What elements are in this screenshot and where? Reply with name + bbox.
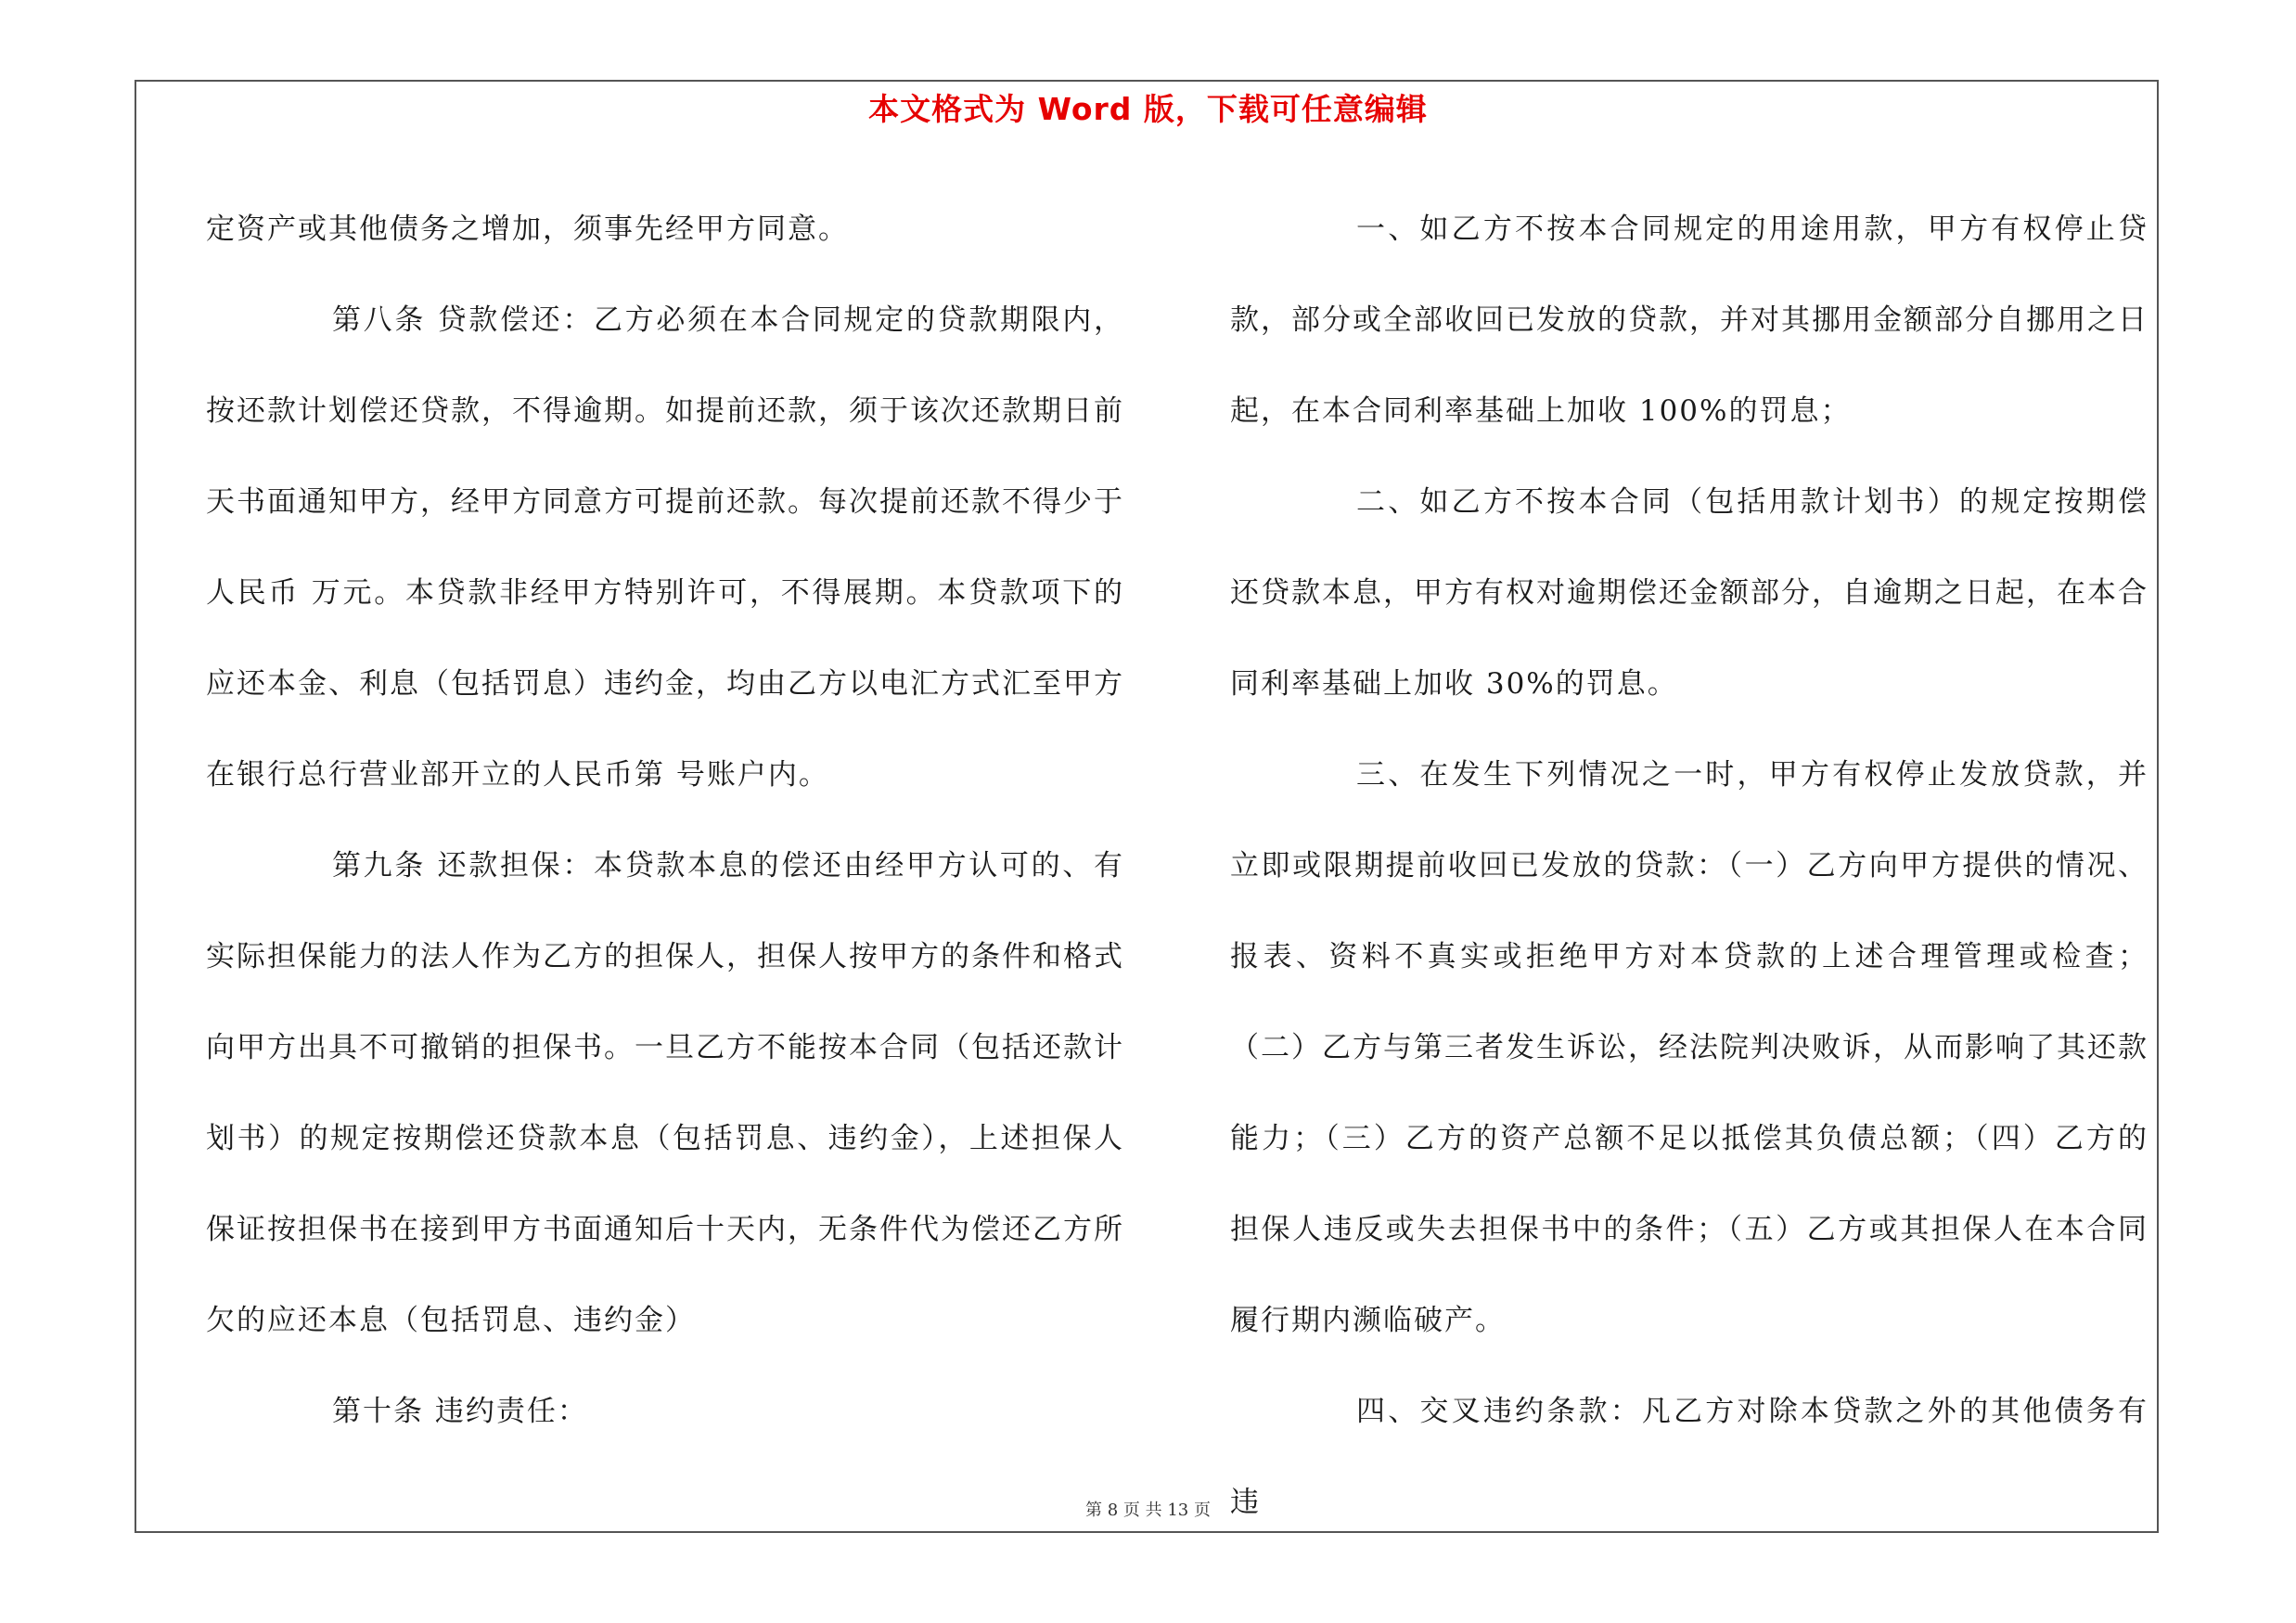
paragraph-continuation: 定资产或其他债务之增加，须事先经甲方同意。 bbox=[206, 213, 849, 246]
paragraph-clause-2: 二、如乙方不按本合同（包括用款计划书）的规定按期偿还贷款本息，甲方有权对逾期偿还金额部分，自逾期之日起，在本合同利率基础上加收 30%的罚息。 bbox=[1230, 485, 2148, 701]
left-column bbox=[206, 184, 1124, 1457]
paragraph-clause-3: 三、在发生下列情况之一时，甲方有权停止发放贷款，并立即或限期提前收回已发放的贷款：（一）乙方向甲方提供的情况、报表、资料不真实或拒绝甲方对本贷款的上述合理管理或检查；（二）乙方与第三者发生诉讼，经法院判决败诉，从而影响了其还款能力；（三）乙方的资产总额不足以抵偿其负债总额；（四）乙方的担保人违反或失去担保书中的条件；（五）乙方或其担保人在本合同履行期内濒临破产。 bbox=[1230, 758, 2148, 1337]
right-column bbox=[1230, 184, 2148, 1548]
paragraph-clause-1: 一、如乙方不按本合同规定的用途用款，甲方有权停止贷款，部分或全部收回已发放的贷款，并对其挪用金额部分自挪用之日起，在本合同利率基础上加收 100%的罚息； bbox=[1230, 213, 2148, 428]
paragraph-article-10-heading: 第十条 违约责任： bbox=[332, 1395, 588, 1428]
paragraph-clause-4: 四、交叉违约条款：凡乙方对除本贷款之外的其他债务有违 bbox=[1230, 1395, 2148, 1519]
paragraph-article-9: 第九条 还款担保：本贷款本息的偿还由经甲方认可的、有实际担保能力的法人作为乙方的担保人，担保人按甲方的条件和格式向甲方出具不可撤销的担保书。一旦乙方不能按本合同（包括还款计划书）的规定按期偿还贷款本息（包括罚息、违约金），上述担保人保证按担保书在接到甲方书面通知后十天内，无条件代为偿还乙方所欠的应还本息（包括罚息、违约金） bbox=[206, 849, 1124, 1337]
paragraph-article-8: 第八条 贷款偿还：乙方必须在本合同规定的贷款期限内，按还款计划偿还贷款，不得逾期。如提前还款，须于该次还款期日前天书面通知甲方，经甲方同意方可提前还款。每次提前还款不得少于人民币 万元。本贷款非经甲方特别许可，不得展期。本贷款项下的应还本金、利息（包括罚息）违约金，均由乙方以电汇方式汇至甲方在银行总行营业部开立的人民币第 号账户内。 bbox=[206, 303, 1124, 792]
page-number-footer: 第 8 页 共 13 页 bbox=[1085, 1501, 1211, 1520]
format-notice-banner: 本文格式为 Word 版，下载可任意编辑 bbox=[868, 91, 1428, 127]
